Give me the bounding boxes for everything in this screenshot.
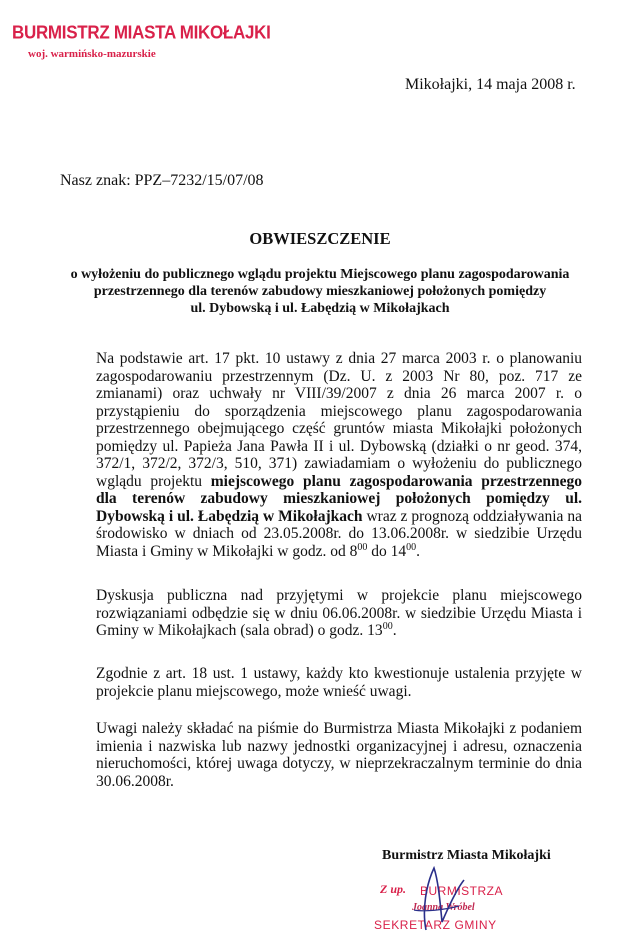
stamp-header-line1: BURMISTRZ MIASTA MIKOŁAJKI	[12, 22, 271, 43]
subject-line: ul. Dybowską i ul. Łabędzią w Mikołajkach	[190, 301, 450, 316]
hour-superscript: 00	[357, 541, 368, 553]
paragraph-text: .	[416, 542, 420, 560]
paragraph-notice	[96, 350, 582, 560]
stamp-zup: Z up.	[380, 882, 407, 896]
subject-line: przestrzennego dla terenów zabudowy mieszkaniowej położonych pomiędzy	[93, 284, 547, 299]
paragraph-submission: Uwagi należy składać na piśmie do Burmistrza Miasta Mikołajki z podaniem imienia i nazwiska lub nazwy jednostki organizacyjnej i adresu, oznaczenia nieruchomości, której uwaga dotyczy, w nieprzekraczalnym terminie do dnia 30.06.2008r.	[96, 720, 582, 790]
stamp-role: SEKRETARZ GMINY	[374, 918, 497, 932]
paragraph-text: Dyskusja publiczna nad przyjętymi w projekcie planu miejscowego rozwiązaniami odbędzie się w dniu 06.06.2008r. w siedzibie Urzędu Miasta i Gminy w Mikołajkach (sala obrad) o godz. 13	[96, 587, 582, 639]
plan-name-bold: miejscowego planu zagospodarowania przestrzennego dla terenów zabudowy mieszkaniowej położonych pomiędzy ul. Dybowską i ul. Łabędzią w Mikołajkach	[96, 472, 582, 525]
handwritten-signature	[404, 860, 474, 940]
paragraph-text: do 14	[367, 542, 407, 560]
reference-number: Nasz znak: PPZ–7232/15/07/08	[60, 172, 264, 189]
stamp-header-line2: woj. warmińsko-mazurskie	[28, 48, 156, 60]
document-subject	[60, 266, 580, 317]
paragraph-text: .	[392, 622, 397, 639]
paragraph-discussion	[96, 587, 582, 640]
document-title: OBWIESZCZENIE	[249, 229, 391, 248]
hour-superscript: 00	[382, 620, 393, 632]
subject-line: o wyłożeniu do publicznego wglądu projektu Miejscowego planu zagospodarowania	[70, 267, 570, 282]
paragraph-objections: Zgodnie z art. 18 ust. 1 ustawy, każdy kto kwestionuje ustalenia przyjęte w projekcie planu miejscowego, może wnieść uwagi.	[96, 665, 582, 700]
stamp-burmistrza: BURMISTRZA	[420, 884, 503, 898]
paragraph-text: wraz z prognozą oddziaływania na środowisko w dniach od 23.05.2008r. do 13.06.2008r. w siedzibie Urzędu Miasta i Gminy w Mikołajki w godz. od 8	[96, 507, 582, 560]
stamp-name: Joanna Wróbel	[412, 902, 475, 913]
signatory-title: Burmistrz Miasta Mikołajki	[382, 848, 551, 863]
document-date: Mikołajki, 14 maja 2008 r.	[405, 76, 576, 93]
paragraph-text: Na podstawie art. 17 pkt. 10 ustawy z dnia 27 marca 2003 r. o planowaniu zagospodarowaniu przestrzennym (Dz. U. z 2003 Nr 80, poz. 717 ze zmianami) oraz uchwały nr VIII/39/2007 z dnia 26 marca 2007 r. o przystąpieniu do sporządzenia miejscowego planu zagospodarowania przestrzennego obejmującego część gruntów miasta Mikołajki położonych pomiędzy ul. Papieża Jana Pawła II i ul. Dybowską (działki o nr geod. 374, 372/1, 372/2, 372/3, 510, 371) zawiadamiam o wyłożeniu do publicznego wglądu projektu	[96, 350, 582, 490]
hour-superscript: 00	[406, 541, 417, 553]
